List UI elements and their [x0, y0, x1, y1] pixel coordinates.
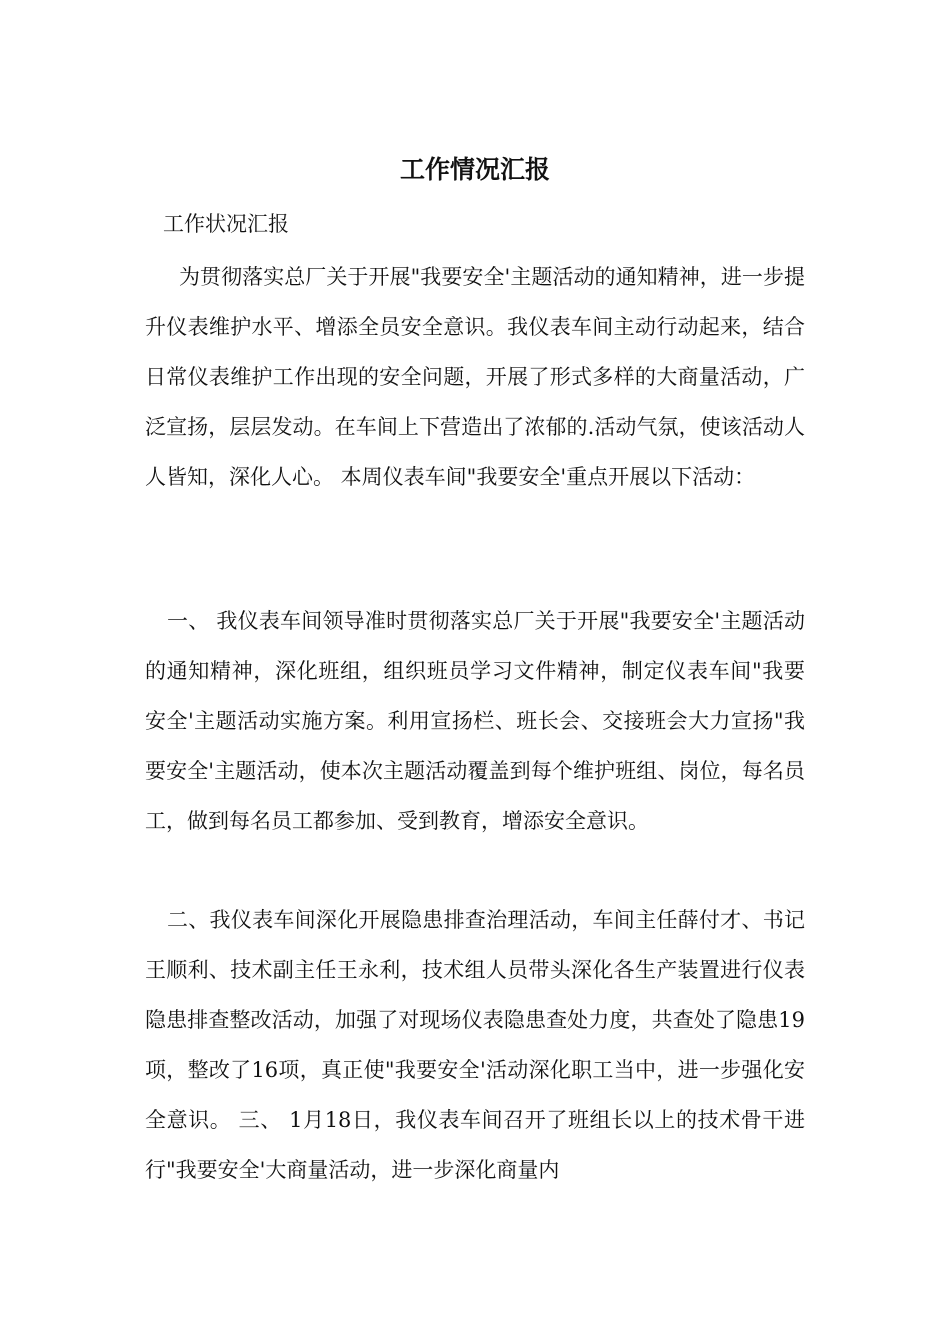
paragraph-section-one: 一、 我仪表车间领导准时贯彻落实总厂关于开展"我要安全'主题活动的通知精神，深化班组，组织班员学习文件精神，制定仪表车间"我要安全'主题活动实施方案。利用宣扬栏、班长会、交接班会大力宣扬"我要安全'主题活动，使本次主题活动覆盖到每个维护班组、岗位，每名员工，做到每名员工都参加、受到教育，增添安全意识。 [145, 609, 805, 833]
paragraph-intro: 为贯彻落实总厂关于开展"我要安全'主题活动的通知精神，进一步提升仪表维护水平、增添全员安全意识。我仪表车间主动行动起来，结合日常仪表维护工作出现的安全问题，开展了形式多样的大商量活动，广泛宣扬，层层发动。在车间上下营造出了浓郁的.活动气氛，使该活动人人皆知，深化人心。 本周仪表车间"我要安全'重点开展以下活动： [145, 265, 805, 489]
document-title: 工作情况汇报 [399, 155, 550, 184]
document-subtitle: 工作状况汇报 [163, 212, 289, 236]
paragraph-section-two: 二、我仪表车间深化开展隐患排查治理活动，车间主任薛付才、书记王顺利、技术副主任王永利，技术组人员带头深化各生产装置进行仪表隐患排查整改活动，加强了对现场仪表隐患查处力度，共查处了隐患19项，整改了16项，真正使"我要安全'活动深化职工当中，进一步强化安全意识。 三、 1月18日，我仪表车间召开了班组长以上的技术骨干进行"我要安全'大商量活动，进一步深化商量内 [145, 908, 805, 1182]
